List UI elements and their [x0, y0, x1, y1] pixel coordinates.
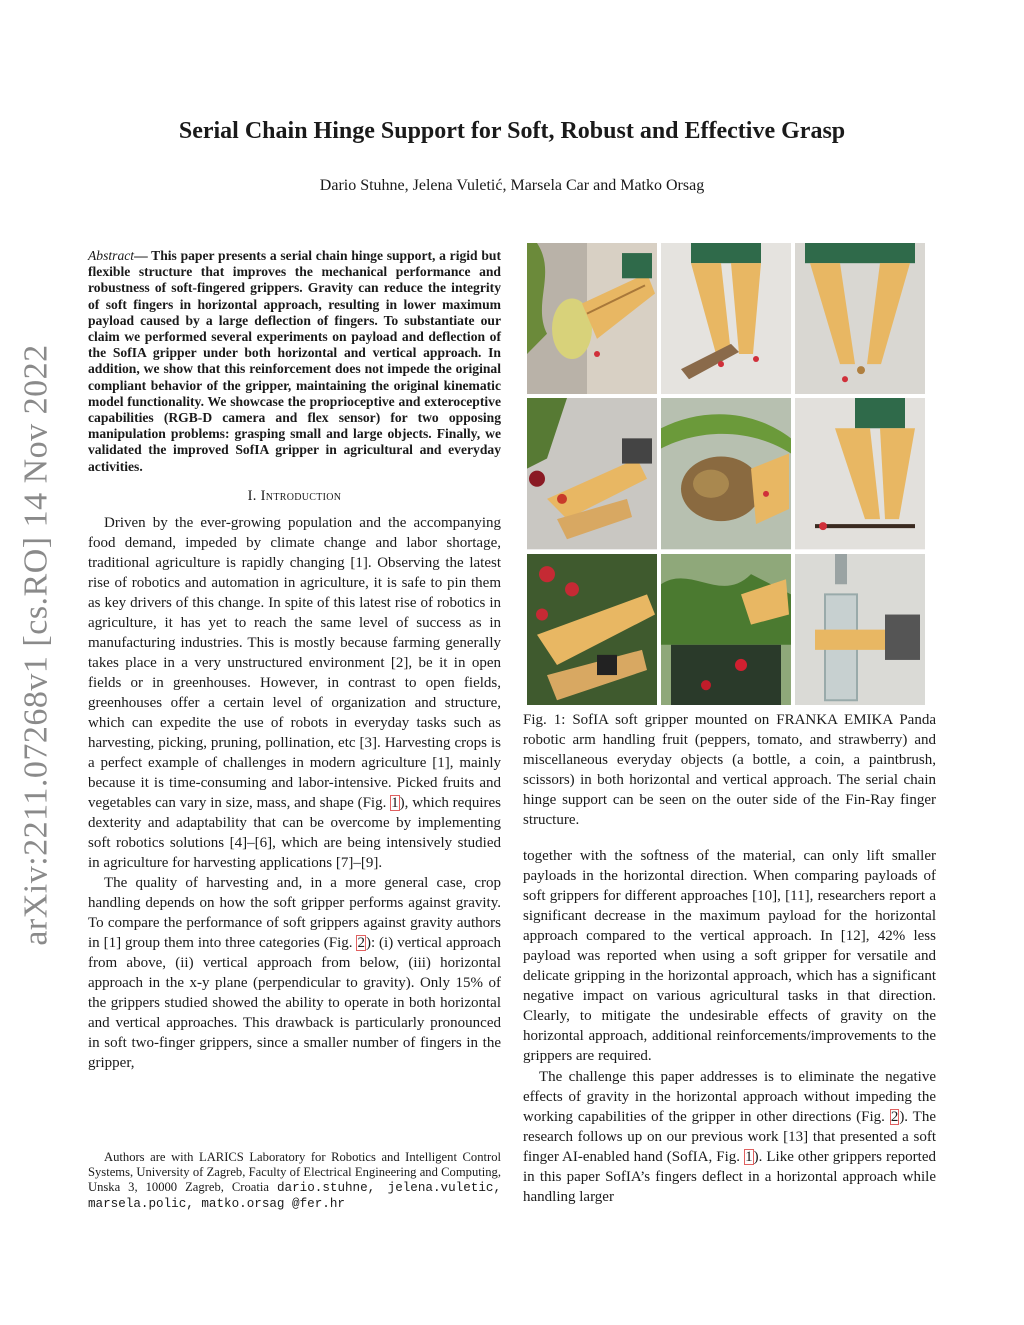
photo-bottle — [795, 554, 925, 705]
figure-1-photo-grid — [527, 243, 925, 705]
abstract — [88, 248, 501, 475]
section-title: Introduction — [260, 487, 342, 504]
photo-strawberry — [661, 554, 791, 705]
photo-chili-pepper — [527, 398, 657, 549]
photo-coin — [795, 243, 925, 394]
intro-text: ), which requires dexterity and adaptability that can be overcome by implementing soft robotics solutions [4]–[6], which are being intensively studied in agriculture for harvesting applications [7]–[9]. — [88, 794, 501, 871]
abstract-label: Abstract — [88, 248, 135, 263]
intro-text: ): (i) vertical approach from above, (ii) vertical approach from below, (iii) horizontal approach in the x-y plane (perpendicular to gravity). Only 15% of the grippers studied showed the ability to operate in both horizontal and vertical approaches. This drawback is particularly pronounced in soft two-finger grippers, since a smaller number of fingers in the gripper, — [88, 934, 501, 1071]
section-number: I. — [247, 487, 257, 504]
body-text: ). The research follows up on our previous work [13] that presented a soft finger AI-enabled hand (SofIA, Fig. — [523, 1109, 936, 1165]
arxiv-identifier-text: arXiv:2211.07268v1 [cs.RO] 14 Nov 2022 — [18, 344, 56, 946]
figure-2-link[interactable]: 2 — [357, 934, 365, 951]
intro-paragraph-2 — [88, 873, 501, 1073]
intro-text: Driven by the ever-growing population and the accompanying food demand, impeded by climate change and labor shortage, traditional agriculture is rapidly changing [1]. Observing the latest rise of robotics and automation in agriculture, it is safe to pin them as key drivers of this change. In spite of this latest rise of robotics in agriculture, it has yet to reach the same level of success as in manufacturing industries. This is mostly because farming generally takes place in a very unstructured environment [2], be it in open fields or in greenhouses. However, in contrast to open fields, greenhouses offer a certain level of organization and structure, which can expedite the use of robots in everyday tasks such as harvesting, picking, pruning, pollination, etc [3]. Harvesting crops is a perfect example of challenges in modern agriculture [1], mainly because it is time-consuming and labor-intensive. Picked fruits and vegetables can vary in size, mass, and shape (Fig. — [88, 514, 501, 811]
figure-1-link[interactable]: 1 — [391, 794, 399, 811]
figure-2-link[interactable]: 2 — [890, 1109, 899, 1125]
photo-paintbrush — [795, 398, 925, 549]
section-heading-introduction — [88, 488, 501, 505]
footnote-affiliation: Authors are with LARICS Laboratory for Robotics and Intelligent Control Systems, University of Zagreb, Faculty of Electrical Engineering and Computing, Unska 3, 10000 Zagreb, Croatia — [88, 1150, 501, 1194]
author-list: Dario Stuhne, Jelena Vuletić, Marsela Car and Matko Orsag — [319, 177, 705, 194]
figure-1-caption: Fig. 1: SofIA soft gripper mounted on FRANKA EMIKA Panda robotic arm handling fruit (peppers, tomato, and strawberry) and miscellaneous everyday objects (a bottle, a coin, a paintbrush, scissors) in both horizontal and vertical approach. The serial chain hinge support can be seen on the outer side of the Fin-Ray finger structure. — [523, 712, 936, 828]
photo-scissors — [661, 243, 791, 394]
photo-pepper-horizontal — [527, 243, 657, 394]
left-column — [88, 248, 501, 1073]
photo-tomato — [661, 398, 791, 549]
paper-title: Serial Chain Hinge Support for Soft, Robust and Effective Grasp — [178, 118, 846, 144]
footnote-emails: dario.stuhne, jelena.vuletic, marsela.polic, matko.orsag @fer.hr — [88, 1181, 502, 1211]
right-paragraph-2 — [523, 1067, 936, 1207]
intro-paragraph-1 — [88, 513, 501, 873]
intro-text: The quality of harvesting and, in a more general case, crop handling depends on how the soft gripper performs against gravity. To compare the performance of soft grippers against gravity authors in [1] group them into three categories (Fig. — [88, 874, 501, 951]
right-column-text — [523, 846, 936, 1207]
abstract-text: — This paper presents a serial chain hinge support, a rigid but flexible structure that improves the mechanical performance and robustness of soft-fingered grippers. Gravity can reduce the integrity of soft fingers in horizontal approach, resulting in lower maximum payload caused by a large deflection of fingers. To substantiate our claim we performed several experiments on payload and deflection of the SofIA gripper under both horizontal and vertical approach. In addition, we show that this reinforcement does not impede the original compliant behavior of the gripper, maintaining the original kinematic model functionality. We showcase the proprioceptive and exteroceptive capabilities (RGB-D camera and flex sensor) for two opposing manipulation problems: grasping small and large objects. Finally, we validated the improved SofIA gripper in agricultural and everyday activities. — [88, 248, 501, 474]
body-text: ). Like other grippers reported in this paper SofIA’s fingers deflect in a horizontal approach while handling larger — [523, 1149, 936, 1205]
right-paragraph-1: together with the softness of the material, can only lift smaller payloads in the horizontal direction. When comparing payloads of soft grippers for different approaches [10], [11], researchers report a significant decrease in the maximum payload for the horizontal approach compared to the vertical approach. In [12], 42% less payload was reported when using a soft gripper for versatile and delicate gripping in the horizontal approach, which has a significant negative impact on various agricultural tasks in that direction. Clearly, to mitigate the undesirable effects of gravity on the horizontal approach, additional reinforcements/improvements to the grippers are required. — [523, 848, 936, 1064]
author-footnote — [88, 1150, 501, 1212]
figure-1-link[interactable]: 1 — [745, 1149, 753, 1165]
body-text: The challenge this paper addresses is to eliminate the negative effects of gravity in the horizontal approach without impeding the working capabilities of the gripper in other directions (Fig. — [523, 1069, 936, 1125]
photo-peppers-plant — [527, 554, 657, 705]
arxiv-identifier — [12, 345, 62, 945]
